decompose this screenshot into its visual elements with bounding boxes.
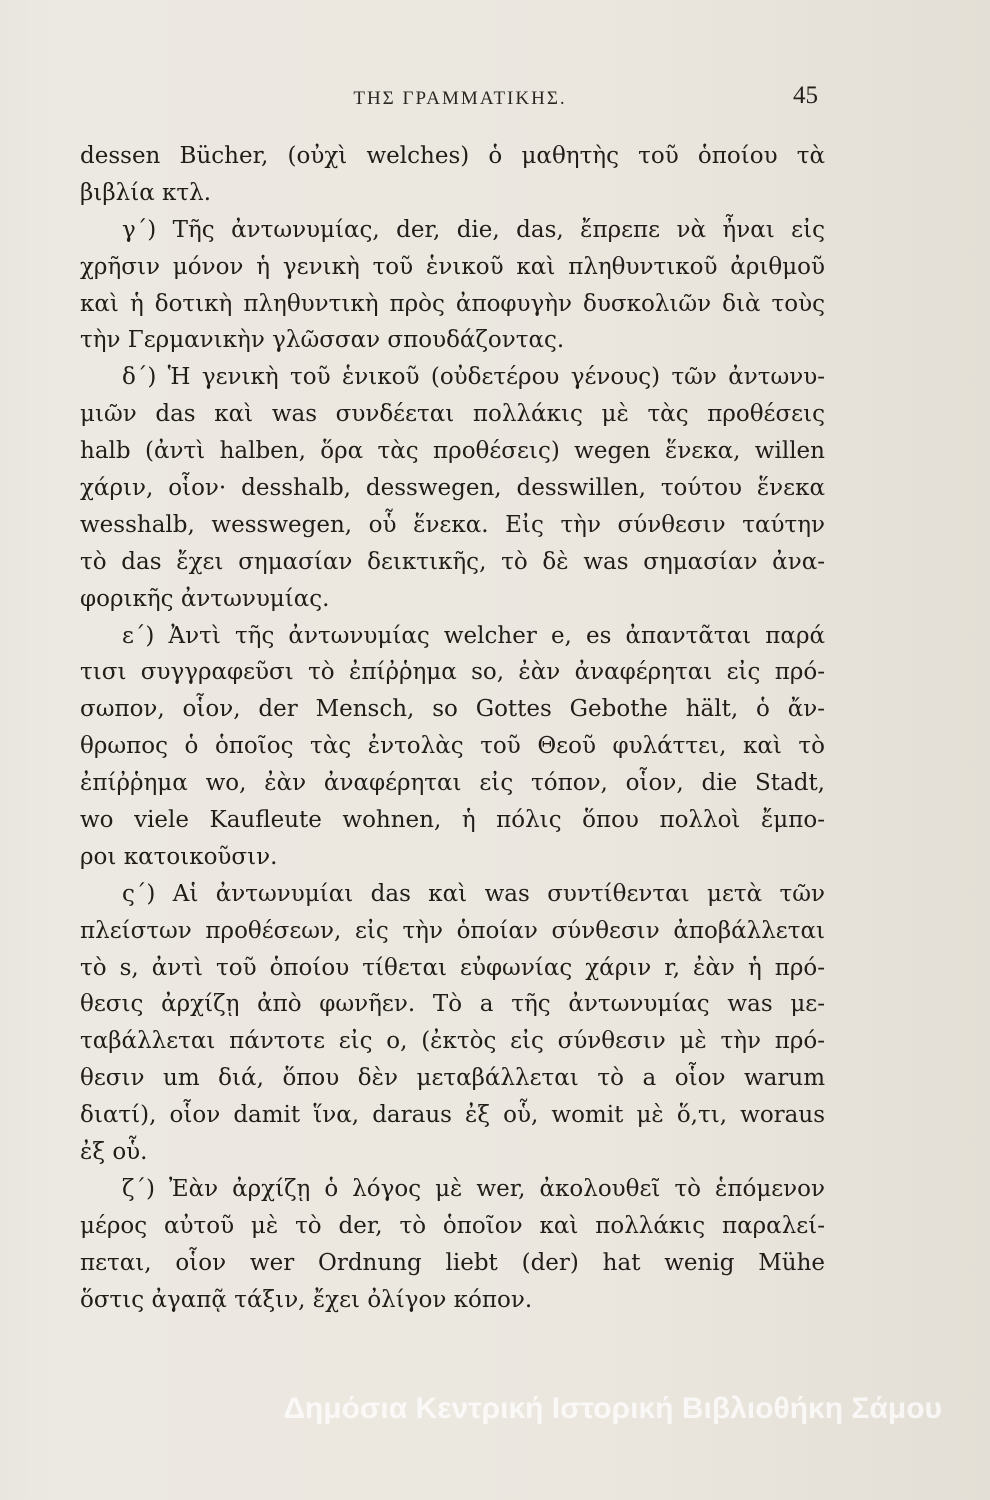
text-line: χρῆσιν μόνον ἡ γενικὴ τοῦ ἑνικοῦ καὶ πληθυντικοῦ ἀριθμοῦ — [80, 253, 825, 280]
text-line: ροι κατοικοῦσιν. — [80, 843, 278, 870]
text-line: ε΄) Ἀντὶ τῆς ἀντωνυμίας welcher e, es ἀπαντᾶται παρά — [122, 622, 825, 649]
text-line: τὴν Γερμανικὴν γλῶσσαν σπουδάζοντας. — [80, 327, 565, 354]
text-line: wesshalb, wesswegen, οὗ ἕνεκα. Εἰς τὴν σύνθεσιν ταύτην — [80, 511, 825, 538]
running-title: ΤΗΣ ΓΡΑΜΜΑΤΙΚΗΣ. — [353, 88, 567, 109]
text-line: πεται, οἷον wer Ordnung liebt (der) hat wenig Mühe — [80, 1249, 825, 1276]
text-line: χάριν, οἷον· desshalb, desswegen, desswillen, τούτου ἕνεκα — [80, 475, 825, 502]
body-text — [80, 138, 825, 1319]
text-line: ζ΄) Ἐὰν ἀρχίζῃ ὁ λόγος μὲ wer, ἀκολουθεῖ τὸ ἑπόμενον — [122, 1175, 825, 1202]
text-line: βιβλία κτλ. — [80, 179, 212, 206]
text-line: διατί), οἷον damit ἵνα, daraus ἐξ οὗ, womit μὲ ὅ,τι, woraus — [80, 1102, 825, 1129]
text-line: καὶ ἡ δοτικὴ πληθυντικὴ πρὸς ἀποφυγὴν δυσκολιῶν διὰ τοὺς — [80, 290, 825, 317]
text-line: ταβάλλεται πάντοτε εἰς o, (ἐκτὸς εἰς σύνθεσιν μὲ τὴν πρό- — [80, 1028, 825, 1055]
page-number: 45 — [793, 82, 818, 109]
text-line: wo viele Kaufleute wohnen, ἡ πόλις ὅπου πολλοὶ ἔμπο- — [80, 807, 825, 834]
text-line: δ΄) Ἡ γενικὴ τοῦ ἑνικοῦ (οὐδετέρου γένους) τῶν ἀντωνυ- — [122, 364, 825, 391]
text-line: σωπον, οἷον, der Mensch, so Gottes Gebothe hält, ὁ ἄν- — [80, 696, 825, 723]
library-watermark: Δημόσια Κεντρική Ιστορική Βιβλιοθήκη Σάμου — [283, 1392, 942, 1425]
text-line: γ΄) Τῆς ἀντωνυμίας, der, die, das, ἔπρεπε νὰ ἦναι εἰς — [122, 216, 825, 243]
text-line: ὅστις ἀγαπᾷ τάξιν, ἔχει ὀλίγον κόπον. — [80, 1286, 533, 1313]
text-line: ς΄) Αἱ ἀντωνυμίαι das καὶ was συντίθενται μετὰ τῶν — [122, 880, 825, 907]
text-line: ἐξ οὗ. — [80, 1139, 148, 1166]
text-line: θεσιν um διά, ὅπου δὲν μεταβάλλεται τὸ a οἷον warum — [80, 1065, 825, 1092]
text-line: τισι συγγραφεῦσι τὸ ἐπίῤῥημα so, ἐὰν ἀναφέρηται εἰς πρό- — [80, 659, 825, 686]
text-line: dessen Bücher, (οὐχὶ welches) ὁ μαθητὴς τοῦ ὁποίου τὰ — [80, 143, 825, 169]
text-line: μέρος αὐτοῦ μὲ τὸ der, τὸ ὁποῖον καὶ πολλάκις παραλεί- — [80, 1212, 825, 1239]
text-line: halb (ἀντὶ halben, ὅρα τὰς προθέσεις) wegen ἕνεκα, willen — [80, 438, 825, 465]
text-line: φορικῆς ἀντωνυμίας. — [80, 585, 330, 612]
text-line: ἐπίῤῥημα wo, ἐὰν ἀναφέρηται εἰς τόπον, οἷον, die Stadt, — [80, 770, 825, 797]
text-line: τὸ s, ἀντὶ τοῦ ὁποίου τίθεται εὐφωνίας χάριν r, ἐὰν ἡ πρό- — [80, 954, 825, 981]
text-line: θρωπος ὁ ὁποῖος τὰς ἐντολὰς τοῦ Θεοῦ φυλάττει, καὶ τὸ — [80, 733, 825, 760]
page-header — [0, 82, 990, 122]
text-line: τὸ das ἔχει σημασίαν δεικτικῆς, τὸ δὲ was σημασίαν ἀνα- — [80, 548, 825, 575]
text-line: πλείστων προθέσεων, εἰς τὴν ὁποίαν σύνθεσιν ἀποβάλλεται — [80, 917, 825, 944]
text-line: μιῶν das καὶ was συνδέεται πολλάκις μὲ τὰς προθέσεις — [80, 401, 825, 428]
text-line: θεσις ἀρχίζῃ ἀπὸ φωνῆεν. Τὸ a τῆς ἀντωνυμίας was με- — [80, 991, 825, 1018]
